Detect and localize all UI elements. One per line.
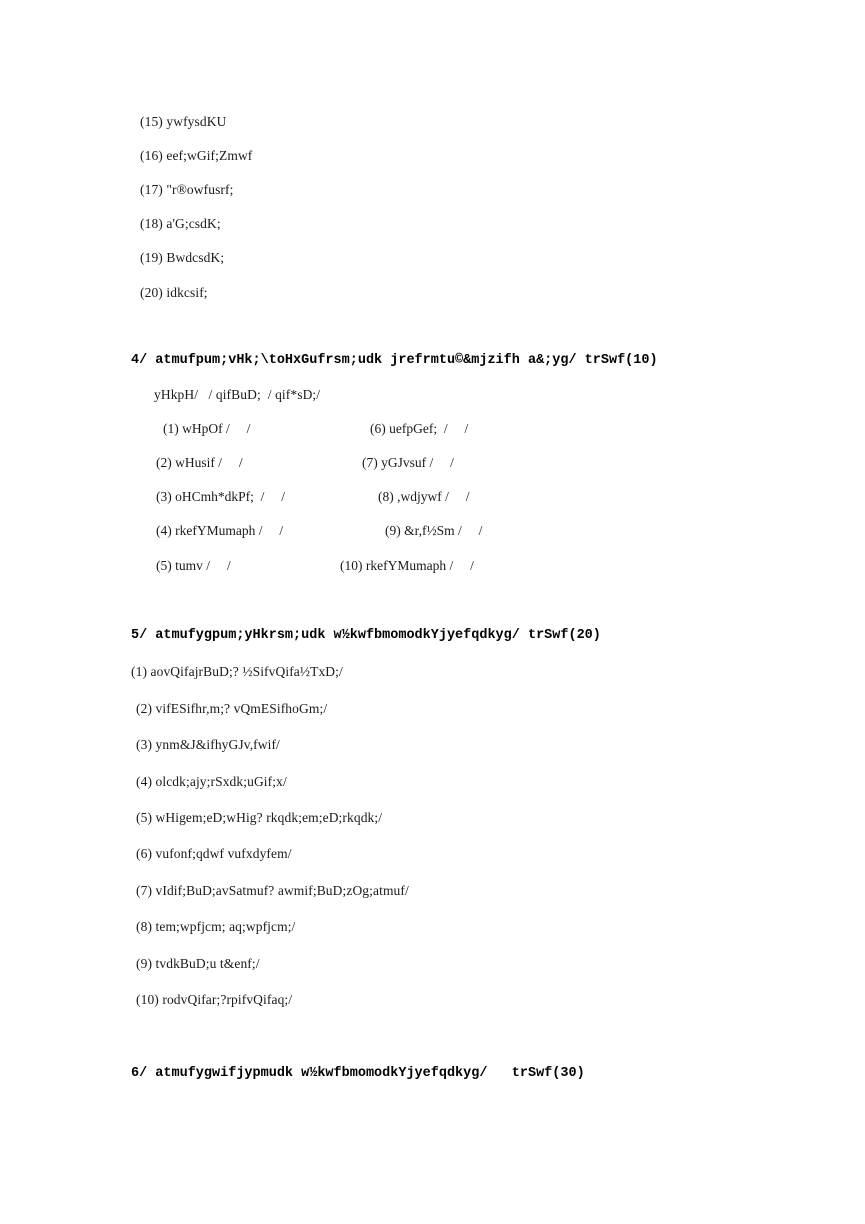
list-item: (3) ynm&J&ifhyGJv,fwif/ <box>136 737 280 752</box>
table-cell-right: (9) &r,f½Sm / / <box>385 523 483 538</box>
list-item: (19) BwdcsdK; <box>140 250 225 265</box>
table-cell-right: (7) yGJvsuf / / <box>362 455 454 470</box>
list-item: (7) vIdif;BuD;avSatmuf? awmif;BuD;zOg;atmuf/ <box>136 883 409 898</box>
list-item: (5) wHigem;eD;wHig? rkqdk;em;eD;rkqdk;/ <box>136 810 383 825</box>
list-item: (8) tem;wpfjcm; aq;wpfjcm;/ <box>136 919 296 934</box>
list-item: (20) idkcsif; <box>140 285 208 300</box>
list-item: (10) rodvQifar;?rpifvQifaq;/ <box>136 992 293 1007</box>
table-cell-left: (2) wHusif / / <box>156 455 243 470</box>
table-cell-left: (1) wHpOf / / <box>163 421 251 436</box>
list-item: (18) a'G;csdK; <box>140 216 221 231</box>
list-item: (15) ywfysdKU <box>140 114 227 129</box>
table-cell-left: (5) tumv / / <box>156 558 231 573</box>
section-heading: 4/ atmufpum;vHk;\toHxGufrsm;udk jrefrmtu©&mjzifh a&;yg/ trSwf(10) <box>131 353 658 368</box>
list-item: (1) aovQifajrBuD;? ½SifvQifa½TxD;/ <box>131 664 343 679</box>
list-item: (17) "r®owfusrf; <box>140 182 234 197</box>
table-cell-left: (3) oHCmh*dkPf; / / <box>156 489 286 504</box>
section-heading: 5/ atmufygpum;yHkrsm;udk w½kwfbmomodkYjyefqdkyg/ trSwf(20) <box>131 628 601 643</box>
table-header-row: yHkpH/ / qifBuD; / qif*sD;/ <box>154 387 321 402</box>
list-item: (4) olcdk;ajy;rSxdk;uGif;x/ <box>136 774 287 789</box>
table-cell-left: (4) rkefYMumaph / / <box>156 523 284 538</box>
table-cell-right: (6) uefpGef; / / <box>370 421 469 436</box>
table-cell-right: (8) ,wdjywf / / <box>378 489 470 504</box>
table-cell-right: (10) rkefYMumaph / / <box>340 558 474 573</box>
list-item: (16) eef;wGif;Zmwf <box>140 148 253 163</box>
list-item: (9) tvdkBuD;u t&enf;/ <box>136 956 260 971</box>
list-item: (2) vifESifhr,m;? vQmESifhoGm;/ <box>136 701 328 716</box>
list-item: (6) vufonf;qdwf vufxdyfem/ <box>136 846 292 861</box>
section-heading: 6/ atmufygwifjypmudk w½kwfbmomodkYjyefqdkyg/ trSwf(30) <box>131 1066 585 1081</box>
